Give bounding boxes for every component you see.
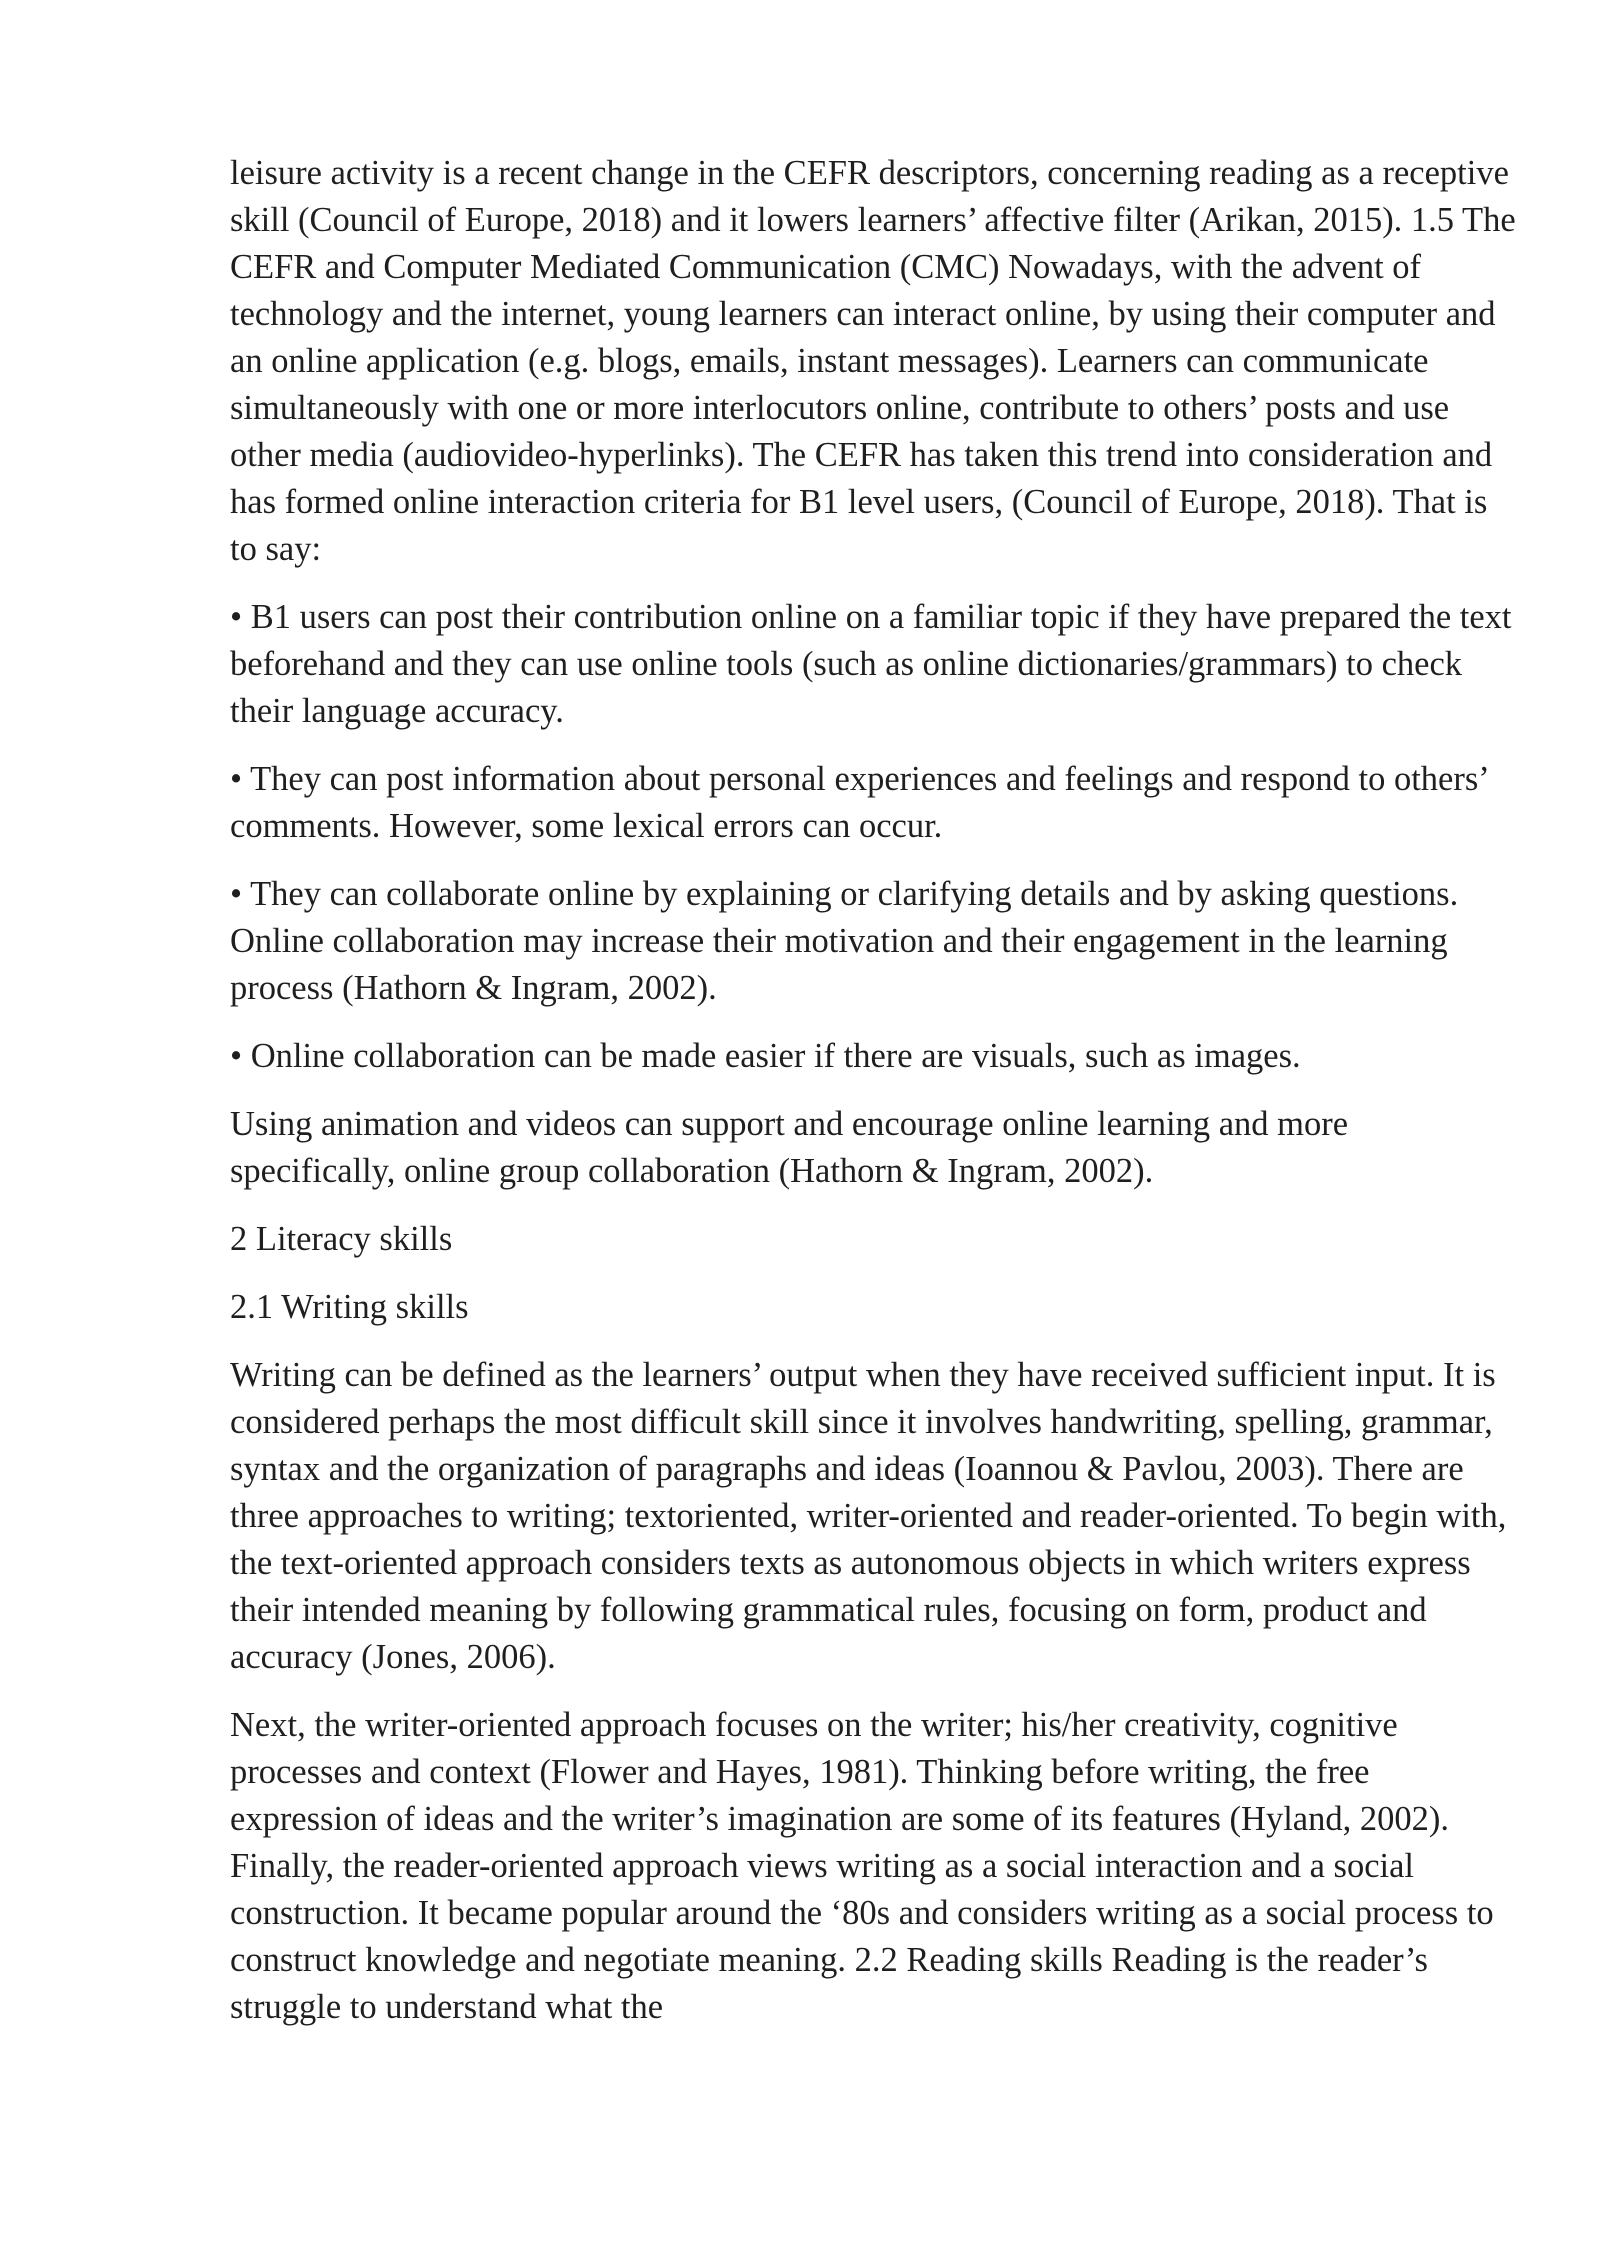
paragraph-writing-definition: Writing can be defined as the learners’ output when they have received sufficient input. It is considered perhaps the most difficult skill since it involves handwriting, spelling, grammar, syntax and the organization of paragraphs and ideas (Ioannou & Pavlou, 2003). There are three approaches to writing; textoriented, writer-oriented and reader-oriented. To begin with, the text-oriented approach considers texts as autonomous objects in which writers express their intended meaning by following grammatical rules, focusing on form, product and accuracy (Jones, 2006). [230,1356,1507,1676]
heading-writing-skills: 2.1 Writing skills [230,1288,469,1326]
paragraph-writer-reader-oriented: Next, the writer-oriented approach focuses on the writer; his/her creativity, cognitive processes and context (Flower and Hayes, 1981). Thinking before writing, the free expression of ideas and the writer’s imagination are some of its features (Hyland, 2002). Finally, the reader-oriented approach views writing as a social interaction and a social construction. It became popular around the ‘80s and considers writing as a social process to construct knowledge and negotiate meaning. 2.2 Reading skills Reading is the reader’s struggle to understand what the [230,1706,1494,2026]
heading-literacy-skills: 2 Literacy skills [230,1220,453,1258]
bullet-b1-post-contribution: • B1 users can post their contribution online on a familiar topic if they have prepared the text beforehand and they can use online tools (such as online dictionaries/grammars) to check their language accuracy. [230,598,1512,730]
bullet-visuals: • Online collaboration can be made easier if there are visuals, such as images. [230,1037,1301,1075]
bullet-collaborate-online: • They can collaborate online by explaining or clarifying details and by asking questions. Online collaboration may increase their motivation and their engagement in the learning process (Hathorn & Ingram, 2002). [230,875,1459,1007]
document-body [230,150,1520,2052]
paragraph-cefr-cmc: leisure activity is a recent change in the CEFR descriptors, concerning reading as a receptive skill (Council of Europe, 2018) and it lowers learners’ affective filter (Arikan, 2015). 1.5 The CEFR and Computer Mediated Communication (CMC) Nowadays, with the advent of technology and the internet, young learners can interact online, by using their computer and an online application (e.g. blogs, emails, instant messages). Learners can communicate simultaneously with one or more interlocutors online, contribute to others’ posts and use other media (audiovideo-hyperlinks). The CEFR has taken this trend into consideration and has formed online interaction criteria for B1 level users, (Council of Europe, 2018). That is to say: [230,154,1516,568]
paragraph-animation-videos: Using animation and videos can support and encourage online learning and more specifically, online group collaboration (Hathorn & Ingram, 2002). [230,1105,1349,1190]
bullet-personal-experiences: • They can post information about personal experiences and feelings and respond to others’ comments. However, some lexical errors can occur. [230,760,1488,845]
